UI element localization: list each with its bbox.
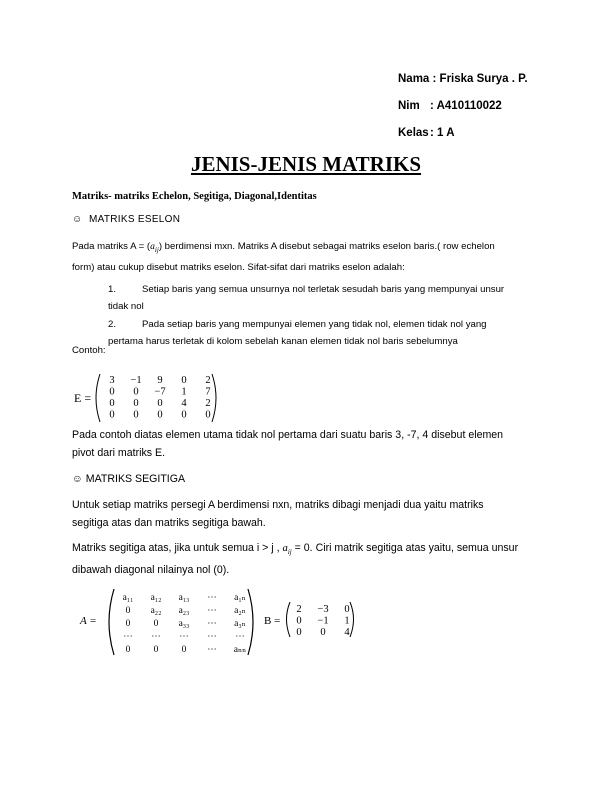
student-name: Nama : Friska Surya . P. (398, 73, 528, 85)
matrix-cell: a₁ₙ (234, 593, 246, 603)
matrix-cell: 7 (205, 386, 211, 398)
matrix-cell: 2 (296, 604, 302, 615)
student-kelas (398, 127, 455, 139)
segitiga-para1 (72, 496, 552, 532)
left-bracket (287, 602, 291, 637)
matrix-cell: −1 (130, 375, 142, 386)
contoh-label: Contoh: (72, 345, 106, 356)
nim-value: : A410110022 (430, 100, 502, 112)
matrix-cell: 4 (344, 627, 350, 638)
nim-label: Nim (398, 100, 420, 112)
matrix-cell: 1 (344, 615, 350, 627)
matrix-cell: 0 (133, 409, 139, 421)
left-bracket (109, 589, 114, 655)
matrix-b-cells (296, 604, 350, 638)
page-subtitle: Matriks- matriks Echelon, Segitiga, Diagonal,Identitas (72, 191, 317, 202)
segitiga-para2 (72, 539, 562, 579)
matrix-cell: 9 (157, 375, 163, 386)
matrix-cell: ⋯ (207, 619, 217, 629)
matrix-cell: a₃₃ (178, 619, 190, 629)
matrix-cell: ⋯ (123, 632, 133, 642)
matrix-cell: 0 (125, 619, 131, 629)
para1-line1: Untuk setiap matriks persegi A berdimensi nxn, matriks dibagi menjadi dua yaitu matriks (72, 499, 484, 511)
matrix-cell: a₁₃ (178, 593, 190, 603)
matrix-e (72, 370, 222, 426)
matrix-b-label: B = (264, 615, 281, 627)
eselon-explanation (72, 426, 552, 462)
matrix-cell: a₁₂ (150, 593, 162, 603)
matrix-cell: ⋯ (179, 632, 189, 642)
para1-line2: segitiga atas dan matriks segitiga bawah. (72, 517, 266, 529)
matrix-cell: 0 (125, 645, 131, 655)
matrix-cell: 0 (181, 645, 187, 655)
matrix-cell: 0 (125, 606, 131, 616)
smiley-icon: ☺ (72, 473, 83, 485)
matrix-cell: ⋯ (235, 632, 245, 642)
matrix-cell: ⋯ (207, 632, 217, 642)
eselon-intro-line2: form) atau cukup disebut matriks eselon. Sifat-sifat dari matriks eselon adalah: (72, 261, 405, 273)
eselon-intro (72, 238, 542, 277)
page-title: JENIS-JENIS MATRIKS (190, 152, 422, 176)
matrix-cell: −7 (154, 386, 166, 398)
matrix-cell: 0 (109, 386, 115, 398)
matrix-cell: 0 (133, 398, 139, 409)
matrix-cell: a₁₁ (122, 593, 134, 603)
matrix-cell: 0 (133, 386, 139, 398)
left-bracket (96, 374, 100, 422)
matrix-cell: 0 (296, 627, 302, 638)
matrix-cell: −3 (317, 604, 329, 615)
section-eselon-heading: ☺ MATRIKS ESELON (72, 214, 181, 225)
matrix-cell: 2 (205, 375, 211, 386)
kelas-value: : 1 A (430, 127, 455, 139)
matrix-cell: 0 (109, 409, 115, 421)
matrix-a-cells (123, 593, 247, 655)
eselon-list (108, 281, 538, 351)
matrix-cell: 0 (181, 375, 187, 386)
section-segitiga-heading: ☺ MATRIKS SEGITIGA (72, 473, 186, 485)
matrix-e-cells (109, 375, 210, 421)
list-item: 1. Setiap baris yang semua unsurnya nol terletak sesudah baris yang mempunyai unsur (108, 284, 505, 295)
right-bracket (248, 589, 253, 655)
list-item-continuation: pertama harus terletak di kolom sebelah kanan elemen tidak nol baris sebelumnya (108, 336, 458, 347)
explanation-line1: Pada contoh diatas elemen utama tidak nol pertama dari suatu baris 3, -7, 4 disebut elemen (72, 429, 504, 441)
matrix-cell: 0 (205, 409, 211, 421)
matrix-cell: 3 (109, 375, 115, 386)
matrix-cell: 0 (344, 604, 350, 615)
matrix-cell: 0 (109, 398, 115, 409)
kelas-label: Kelas (398, 127, 429, 139)
para2-line2: dibawah diagonal nilainya nol (0). (72, 564, 230, 577)
matrix-cell: ⋯ (151, 632, 161, 642)
matrix-e-label: E = (74, 391, 92, 405)
student-nim (398, 100, 502, 112)
list-item: 2. Pada setiap baris yang mempunyai elemen yang tidak nol, elemen tidak nol yang (108, 319, 487, 330)
matrix-cell: aₙₙ (233, 645, 247, 655)
matrix-cell: a₂ₙ (234, 606, 246, 616)
explanation-line2: pivot dari matriks E. (72, 447, 166, 459)
matrix-cell: 1 (181, 386, 187, 398)
matrix-cell: 0 (157, 409, 163, 421)
right-bracket (350, 602, 354, 637)
matrix-cell: ⋯ (207, 606, 217, 616)
matrix-cell: 0 (181, 409, 187, 421)
eselon-intro-line1: Pada matriks $A = (a_{ij})$ berdimensi mxn. Matriks A disebut sebagai matriks eselon baris.( row echelon (72, 241, 495, 254)
right-bracket (212, 374, 216, 422)
matrix-cell: 0 (157, 398, 163, 409)
matrix-cell: −1 (317, 615, 329, 627)
matrix-cell: a₂₃ (178, 606, 190, 616)
para2-line1: Matriks segitiga atas, jika untuk semua i > j , $a_{ij} = 0$. Ciri matrik segitiga atas yaitu, semua unsur (72, 542, 519, 557)
matrix-cell: ⋯ (207, 645, 217, 655)
matrix-cell: 4 (181, 398, 187, 409)
matrix-cell: 0 (153, 645, 159, 655)
matrix-a-label: A = (80, 615, 97, 627)
matrix-cell: 0 (320, 627, 326, 638)
matrix-cell: 0 (153, 619, 159, 629)
matrix-cell: 2 (205, 398, 211, 409)
smiley-icon: ☺ (72, 214, 83, 225)
matrix-cell: 0 (296, 615, 302, 627)
matrix-b (262, 600, 362, 640)
matrix-a (78, 586, 258, 658)
matrix-cell: a₃ₙ (234, 619, 246, 629)
matrix-cell: ⋯ (207, 593, 217, 603)
matrix-cell: a₂₂ (150, 606, 162, 616)
list-item-continuation: tidak nol (108, 301, 144, 312)
